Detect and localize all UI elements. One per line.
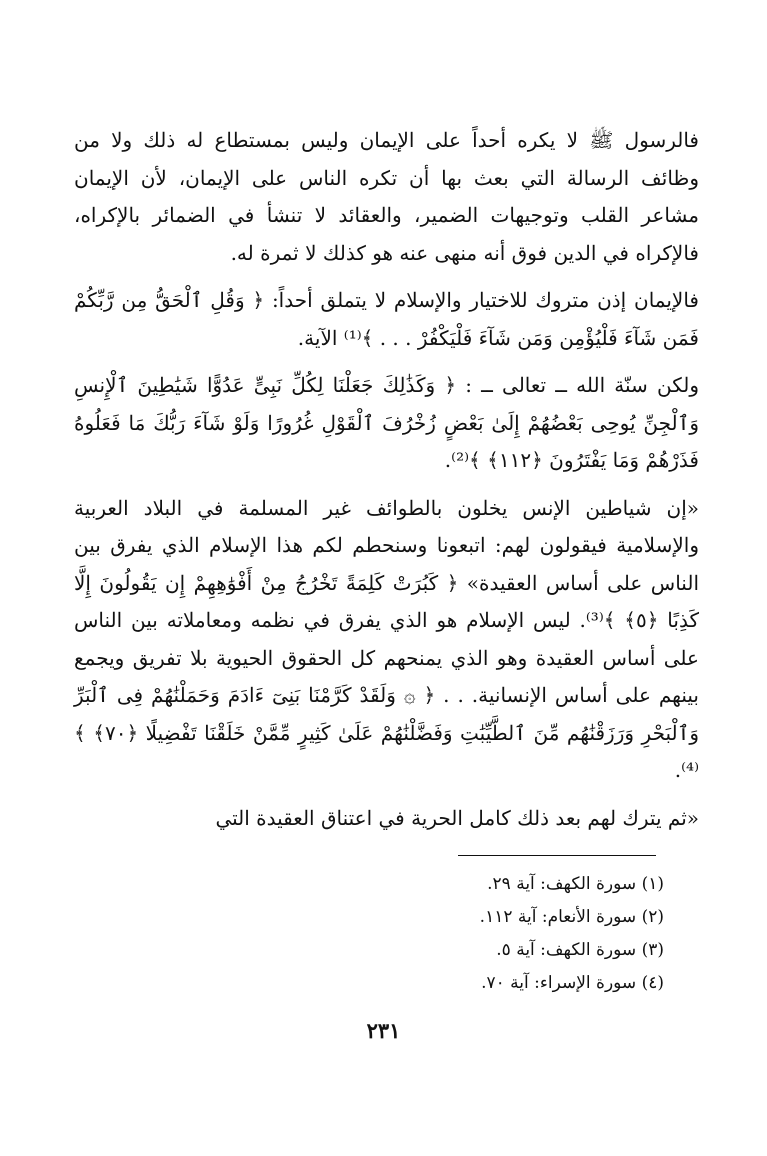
main-text (74, 122, 699, 837)
paragraph-4: «إن شياطين الإنس يخلون بالطوائف غير المسلمة في البلاد العربية والإسلامية فيقولون لهم: اتبعونا وسنحطم لكم هذا الإسلام الذي يفرق بين الناس على أساس العقيدة» ﴿ كَبُرَتْ كَلِمَةً تَخْرُجُ مِنْ أَفْوَٰهِهِمْ إِن يَقُولُونَ إِلَّا كَذِبًا ﴿٥﴾ ﴾⁽³⁾. ليس الإسلام هو الذي يفرق في نظمه ومعاملاته بين الناس على أساس العقيدة وهو الذي يمنحهم كل الحقوق الحيوية بلا تفريق ويجمع بينهم على أساس الإنسانية. . . ﴿ ۞ وَلَقَدْ كَرَّمْنَا بَنِىٓ ءَادَمَ وَحَمَلْنَٰهُمْ فِى ٱلْبَرِّ وَٱلْبَحْرِ وَرَزَقْنَٰهُم مِّنَ ٱلطَّيِّبَٰتِ وَفَضَّلْنَٰهُمْ عَلَىٰ كَثِيرٍ مِّمَّنْ خَلَقْنَا تَفْضِيلًا ﴿٧٠﴾ ﴾⁽⁴⁾. (74, 495, 699, 782)
paragraph-3: ولكن سنّة الله ــ تعالى ــ : ﴿ وَكَذَٰلِكَ جَعَلْنَا لِكُلِّ نَبِىٍّ عَدُوًّا شَيَٰطِينَ ٱلْإِنسِ وَٱلْجِنِّ يُوحِى بَعْضُهُمْ إِلَىٰ بَعْضٍ زُخْرُفَ ٱلْقَوْلِ غُرُورًا وَلَوْ شَآءَ رَبُّكَ مَا فَعَلُوهُ فَذَرْهُمْ وَمَا يَفْتَرُونَ ﴿١١٢﴾ ﴾⁽²⁾. (74, 373, 699, 472)
footnotes (300, 868, 664, 1000)
page-number: ٢٣١ (366, 1018, 401, 1043)
footnote-1: (١) سورة الكهف: آية ٢٩. (487, 874, 664, 894)
footnote-3: (٣) سورة الكهف: آية ٥. (496, 940, 664, 960)
footnote-2: (٢) سورة الأنعام: آية ١١٢. (479, 907, 664, 927)
footnote-divider (458, 855, 656, 856)
paragraph-5: «ثم يترك لهم بعد ذلك كامل الحرية في اعتناق العقيدة التي (215, 805, 699, 830)
footnote-4: (٤) سورة الإسراء: آية ٧٠. (481, 973, 664, 993)
paragraph-2: فالإيمان إذن متروك للاختيار والإسلام لا يتملق أحداً: ﴿ وَقُلِ ٱلْحَقُّ مِن رَّبِّكُمْ فَمَن شَآءَ فَلْيُؤْمِن وَمَن شَآءَ فَلْيَكْفُرْ . . . ﴾⁽¹⁾ الآية. (74, 288, 699, 350)
paragraph-1: فالرسول ﷺ لا يكره أحداً على الإيمان وليس بمستطاع له ذلك ولا من وظائف الرسالة التي بعث بها أن تكره الناس على الإيمان، لأن الإيمان مشاعر القلب وتوجيهات الضمير، والعقائد لا تنشأ في الضمائر بالإكراه، فالإكراه في الدين فوق أنه منهى عنه هو كذلك لا ثمرة له. (74, 128, 699, 265)
